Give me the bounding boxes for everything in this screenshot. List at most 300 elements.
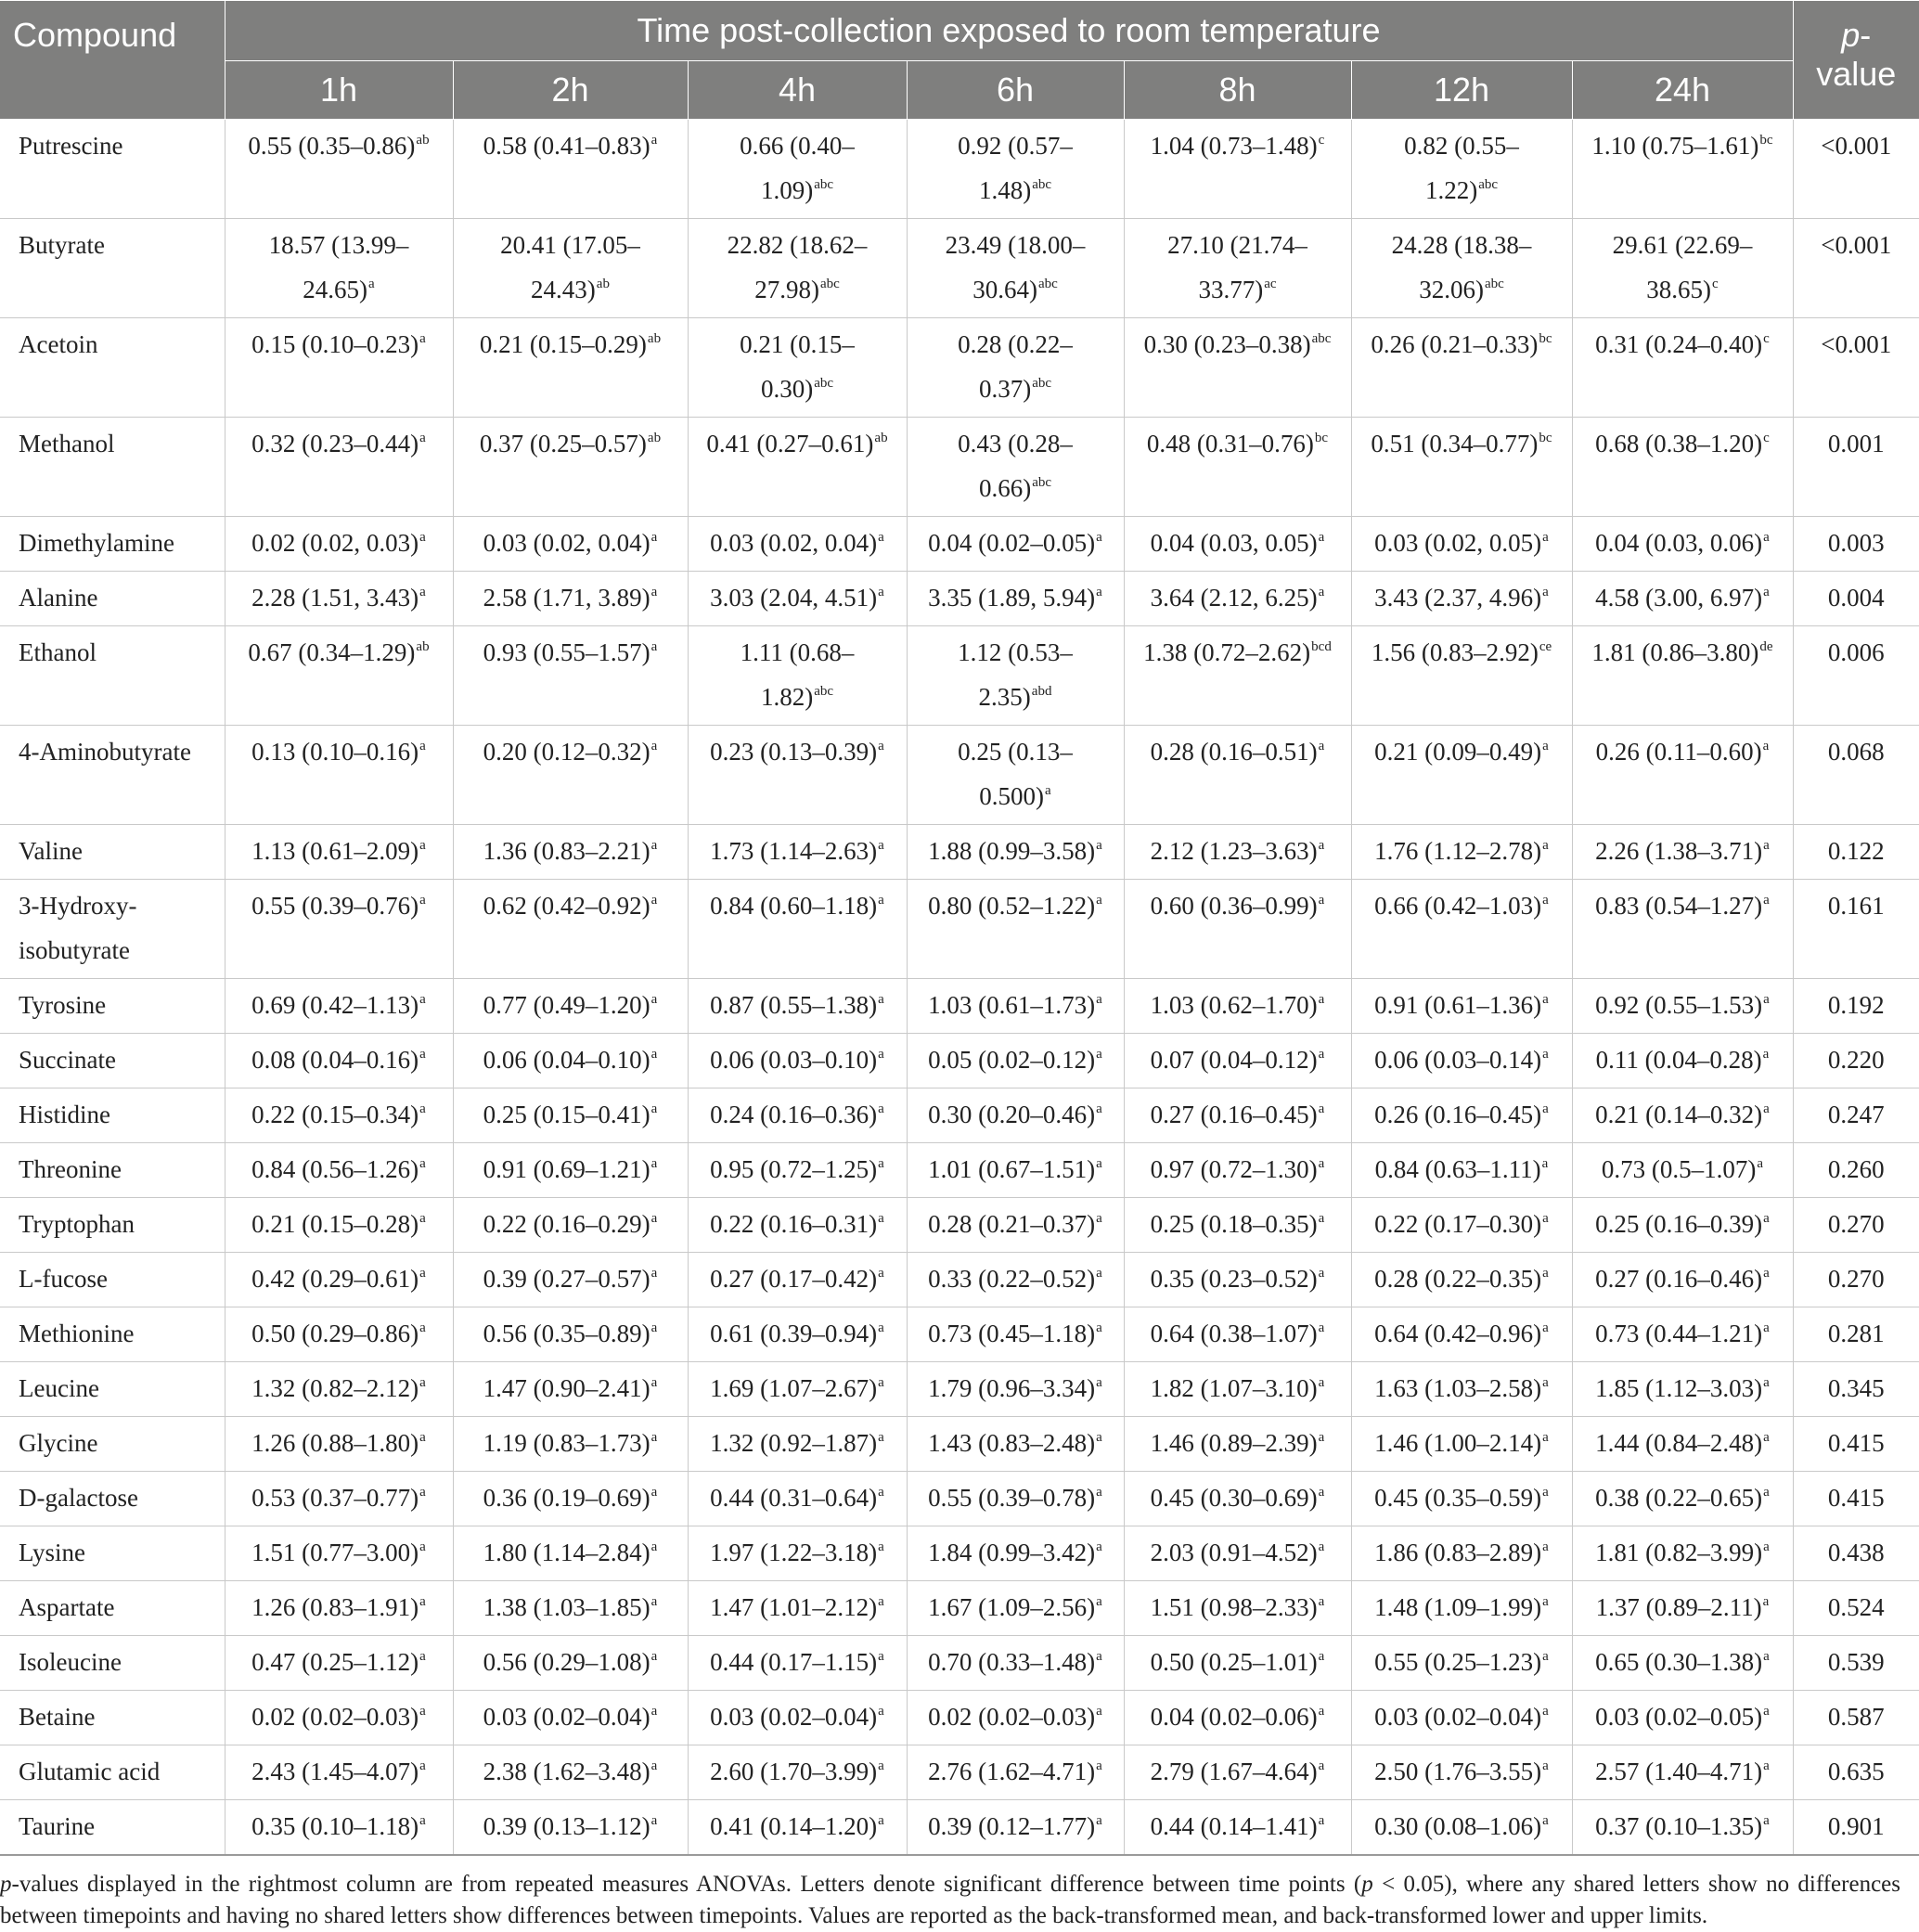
footnote-italic-p: p [0, 1872, 12, 1897]
value-text: 1.32 (0.82–2.12) [251, 1374, 419, 1402]
footnote-text-2: < 0.05), where any shared letters show no differences between timepoints and having no shared letters show differences between timepoints. Values are reported as the back-transformed mean, and back-transformed lower and upper limits. [0, 1872, 1900, 1928]
significance-letters: a [1096, 1430, 1102, 1445]
significance-letters: a [650, 585, 658, 599]
significance-letters: a [878, 1047, 884, 1062]
value-cell [688, 1253, 907, 1307]
significance-letters: a [650, 133, 658, 148]
value-cell [1572, 572, 1793, 626]
value-text: 0.25 (0.18–0.35) [1150, 1210, 1318, 1238]
time-header-1h: 1h [225, 61, 453, 120]
value-cell [453, 418, 688, 517]
value-text: 0.73 (0.5–1.07) [1601, 1155, 1757, 1183]
value-text: 0.64 (0.38–1.07) [1150, 1320, 1318, 1347]
value-text: 0.27 (0.16–0.45) [1150, 1101, 1318, 1128]
p-value-cell: 0.587 [1793, 1691, 1919, 1745]
value-text: 3.03 (2.04, 4.51) [710, 584, 878, 612]
value-text: 2.79 (1.67–4.64) [1150, 1758, 1318, 1785]
value-text: 1.76 (1.12–2.78) [1374, 837, 1542, 865]
significance-letters: abc [1037, 277, 1058, 291]
value-cell [907, 979, 1124, 1034]
compound-name: Methionine [0, 1307, 225, 1362]
table-row [0, 1198, 1919, 1253]
significance-letters: a [1542, 1266, 1549, 1281]
value-text: 0.04 (0.02–0.05) [928, 529, 1096, 557]
value-text: 1.37 (0.89–2.11) [1595, 1593, 1762, 1621]
significance-letters: a [878, 1758, 884, 1773]
value-text: 0.06 (0.04–0.10) [483, 1046, 650, 1074]
significance-letters: a [878, 1320, 884, 1335]
value-cell [1572, 1253, 1793, 1307]
value-cell [907, 1253, 1124, 1307]
significance-letters: a [1763, 1375, 1770, 1390]
significance-letters: a [419, 1539, 426, 1554]
value-text: 22.82 (18.62–27.98) [727, 231, 868, 303]
significance-letters: a [1096, 1047, 1102, 1062]
value-text: 0.23 (0.13–0.39) [710, 738, 878, 766]
value-text: 0.60 (0.36–0.99) [1150, 892, 1318, 920]
significance-letters: a [1096, 1594, 1102, 1609]
value-cell [1124, 1088, 1351, 1143]
significance-letters: a [1096, 1320, 1102, 1335]
significance-letters: a [419, 1813, 426, 1828]
value-text: 0.84 (0.56–1.26) [251, 1155, 419, 1183]
value-text: 0.83 (0.54–1.27) [1595, 892, 1763, 920]
significance-letters: abc [1484, 277, 1504, 291]
value-text: 0.28 (0.21–0.37) [928, 1210, 1096, 1238]
significance-letters: abc [814, 376, 834, 391]
p-value-header-italic: p [1841, 16, 1861, 54]
table-header [0, 1, 1919, 120]
significance-letters: a [419, 739, 426, 753]
value-text: 1.97 (1.22–3.18) [710, 1539, 878, 1566]
value-cell [1124, 1034, 1351, 1088]
value-text: 2.26 (1.38–3.71) [1595, 837, 1763, 865]
value-text: 0.21 (0.15–0.29) [479, 330, 647, 358]
value-text: 0.62 (0.42–0.92) [483, 892, 650, 920]
value-text: 1.79 (0.96–3.34) [928, 1374, 1096, 1402]
table-row [0, 1581, 1919, 1636]
significance-letters: a [1541, 1156, 1549, 1171]
value-text: 0.51 (0.34–0.77) [1371, 430, 1539, 457]
value-cell [1572, 880, 1793, 979]
value-text: 0.43 (0.28–0.66) [958, 430, 1073, 502]
value-cell [225, 1362, 453, 1417]
value-text: 0.65 (0.30–1.38) [1595, 1648, 1763, 1676]
value-cell [453, 626, 688, 726]
value-cell [907, 418, 1124, 517]
significance-letters: a [1763, 1649, 1770, 1664]
value-text: 0.73 (0.44–1.21) [1595, 1320, 1763, 1347]
significance-letters: a [419, 1266, 426, 1281]
significance-letters: a [1763, 1704, 1770, 1719]
significance-letters: a [419, 331, 426, 346]
compound-name: Acetoin [0, 318, 225, 418]
value-text: 0.39 (0.12–1.77) [928, 1812, 1096, 1840]
value-text: 1.32 (0.92–1.87) [710, 1429, 878, 1457]
significance-letters: a [1318, 1485, 1325, 1500]
significance-letters: a [1096, 1266, 1102, 1281]
time-group-header: Time post-collection exposed to room temperature [225, 1, 1793, 61]
significance-letters: a [1096, 1704, 1102, 1719]
value-cell [688, 318, 907, 418]
significance-letters: a [1762, 1047, 1770, 1062]
significance-letters: a [419, 1649, 426, 1664]
value-cell [453, 726, 688, 825]
significance-letters: a [1318, 1430, 1325, 1445]
significance-letters: a [878, 1211, 884, 1226]
value-text: 0.05 (0.02–0.12) [928, 1046, 1096, 1074]
significance-letters: abc [814, 684, 834, 699]
value-cell [1351, 219, 1572, 318]
table-row [0, 1526, 1919, 1581]
value-cell [225, 1307, 453, 1362]
significance-letters: a [878, 1156, 884, 1171]
significance-letters: a [1542, 1430, 1549, 1445]
significance-letters: abc [1311, 331, 1332, 346]
significance-letters: a [1096, 1375, 1102, 1390]
value-text: 0.21 (0.15–0.28) [251, 1210, 419, 1238]
value-text: 0.22 (0.17–0.30) [1374, 1210, 1542, 1238]
significance-letters: a [650, 1375, 658, 1390]
value-text: 1.12 (0.53–2.35) [958, 638, 1073, 711]
significance-letters: a [419, 1758, 426, 1773]
significance-letters: a [1542, 1539, 1549, 1554]
value-text: 3.64 (2.12, 6.25) [1150, 584, 1318, 612]
significance-letters: c [1712, 277, 1719, 291]
time-header-8h: 8h [1124, 61, 1351, 120]
value-cell [1124, 517, 1351, 572]
value-text: 0.35 (0.10–1.18) [251, 1812, 419, 1840]
value-cell [225, 1198, 453, 1253]
value-cell [225, 418, 453, 517]
value-cell [1572, 517, 1793, 572]
p-value-cell: 0.524 [1793, 1581, 1919, 1636]
table-body [0, 120, 1919, 1856]
value-cell [688, 1143, 907, 1198]
value-cell [1351, 825, 1572, 880]
value-cell [907, 1198, 1124, 1253]
value-text: 1.85 (1.12–3.03) [1595, 1374, 1763, 1402]
significance-letters: a [419, 1047, 426, 1062]
compound-name: Threonine [0, 1143, 225, 1198]
significance-letters: a [1096, 1813, 1102, 1828]
value-cell [1572, 825, 1793, 880]
significance-letters: a [419, 1704, 426, 1719]
value-cell [907, 1636, 1124, 1691]
significance-letters: a [878, 1430, 884, 1445]
value-text: 0.21 (0.15–0.30) [740, 330, 855, 403]
value-text: 0.28 (0.22–0.35) [1374, 1265, 1542, 1293]
p-value-cell: 0.122 [1793, 825, 1919, 880]
value-text: 0.27 (0.17–0.42) [710, 1265, 878, 1293]
value-text: 2.03 (0.91–4.52) [1150, 1539, 1318, 1566]
value-cell [225, 626, 453, 726]
value-text: 0.03 (0.02–0.04) [483, 1703, 650, 1731]
value-cell [907, 726, 1124, 825]
significance-letters: a [1096, 1539, 1102, 1554]
value-text: 0.15 (0.10–0.23) [251, 330, 419, 358]
value-text: 2.28 (1.51, 3.43) [251, 584, 419, 612]
value-cell [907, 219, 1124, 318]
value-text: 1.81 (0.82–3.99) [1595, 1539, 1763, 1566]
significance-letters: a [1318, 893, 1325, 908]
p-value-cell: 0.345 [1793, 1362, 1919, 1417]
value-cell [1572, 1417, 1793, 1472]
p-value-cell: 0.539 [1793, 1636, 1919, 1691]
value-text: 29.61 (22.69–38.65) [1612, 231, 1753, 303]
p-value-column-header [1793, 1, 1919, 120]
value-cell [1351, 979, 1572, 1034]
significance-letters: a [1318, 1320, 1325, 1335]
value-text: 0.55 (0.39–0.78) [928, 1484, 1096, 1512]
value-text: 1.69 (1.07–2.67) [710, 1374, 878, 1402]
value-cell [1572, 1198, 1793, 1253]
significance-letters: a [1542, 1375, 1549, 1390]
value-cell [225, 880, 453, 979]
value-text: 0.80 (0.52–1.22) [928, 892, 1096, 920]
value-cell [225, 1143, 453, 1198]
value-cell [225, 1417, 453, 1472]
value-cell [1351, 1143, 1572, 1198]
value-text: 0.58 (0.41–0.83) [483, 132, 650, 160]
value-text: 0.36 (0.19–0.69) [483, 1484, 650, 1512]
value-text: 1.01 (0.67–1.51) [928, 1155, 1096, 1183]
value-text: 0.93 (0.55–1.57) [483, 638, 650, 666]
value-text: 0.30 (0.20–0.46) [928, 1101, 1096, 1128]
table-row [0, 120, 1919, 219]
table-row [0, 626, 1919, 726]
significance-letters: a [419, 530, 426, 545]
value-cell [1124, 219, 1351, 318]
value-cell [1124, 825, 1351, 880]
value-text: 0.07 (0.04–0.12) [1150, 1046, 1318, 1074]
table-row [0, 517, 1919, 572]
significance-letters: a [878, 992, 884, 1007]
value-text: 0.55 (0.35–0.86) [248, 132, 416, 160]
value-cell [1572, 418, 1793, 517]
value-text: 0.77 (0.49–1.20) [483, 991, 650, 1019]
value-text: 0.45 (0.35–0.59) [1374, 1484, 1542, 1512]
significance-letters: a [878, 1539, 884, 1554]
p-value-cell: 0.161 [1793, 880, 1919, 979]
significance-letters: a [419, 1375, 426, 1390]
value-cell [1124, 318, 1351, 418]
value-text: 0.61 (0.39–0.94) [710, 1320, 878, 1347]
significance-letters: ab [596, 277, 610, 291]
significance-letters: a [1542, 1813, 1549, 1828]
value-text: 0.87 (0.55–1.38) [710, 991, 878, 1019]
value-text: 1.82 (1.07–3.10) [1150, 1374, 1318, 1402]
value-cell [1124, 418, 1351, 517]
value-cell [1572, 1143, 1793, 1198]
value-cell [1351, 1691, 1572, 1745]
significance-letters: a [1318, 1594, 1325, 1609]
significance-letters: a [878, 1594, 884, 1609]
value-cell [1124, 1307, 1351, 1362]
value-cell [453, 1362, 688, 1417]
value-text: 0.25 (0.13–0.500) [958, 738, 1073, 810]
p-value-cell: 0.247 [1793, 1088, 1919, 1143]
value-text: 1.67 (1.09–2.56) [928, 1593, 1096, 1621]
significance-letters: a [650, 1211, 658, 1226]
value-cell [453, 1034, 688, 1088]
significance-letters: a [1045, 783, 1051, 798]
value-text: 0.91 (0.61–1.36) [1374, 991, 1542, 1019]
value-cell [453, 979, 688, 1034]
value-cell [1351, 1472, 1572, 1526]
value-cell [1572, 1307, 1793, 1362]
value-text: 0.03 (0.02, 0.04) [710, 529, 878, 557]
table-row [0, 880, 1919, 979]
p-value-cell: 0.270 [1793, 1253, 1919, 1307]
significance-letters: bc [1314, 431, 1329, 445]
compound-name: Glutamic acid [0, 1745, 225, 1800]
value-text: 0.84 (0.60–1.18) [710, 892, 878, 920]
p-value-cell: 0.220 [1793, 1034, 1919, 1088]
value-cell [453, 572, 688, 626]
value-text: 0.04 (0.03, 0.05) [1150, 529, 1318, 557]
value-cell [453, 1143, 688, 1198]
value-cell [1124, 1472, 1351, 1526]
value-cell [453, 1198, 688, 1253]
significance-letters: a [878, 1485, 884, 1500]
significance-letters: a [1763, 1211, 1770, 1226]
table-row [0, 1800, 1919, 1856]
value-text: 0.03 (0.02, 0.04) [483, 529, 650, 557]
value-text: 0.82 (0.55–1.22) [1404, 132, 1519, 204]
significance-letters: a [878, 739, 884, 753]
value-cell [453, 318, 688, 418]
p-value-cell: 0.004 [1793, 572, 1919, 626]
value-cell [225, 1800, 453, 1856]
value-cell [907, 517, 1124, 572]
value-cell [1124, 880, 1351, 979]
significance-letters: ab [647, 331, 662, 346]
significance-letters: a [1318, 1375, 1325, 1390]
p-value-cell: 0.003 [1793, 517, 1919, 572]
compound-name: Aspartate [0, 1581, 225, 1636]
value-cell [1572, 726, 1793, 825]
value-text: 0.45 (0.30–0.69) [1150, 1484, 1318, 1512]
value-cell [1124, 1581, 1351, 1636]
value-cell [688, 1581, 907, 1636]
significance-letters: a [650, 1649, 658, 1664]
value-cell [907, 1417, 1124, 1472]
significance-letters: a [1542, 1758, 1549, 1773]
value-cell [225, 120, 453, 219]
significance-letters: a [650, 1101, 658, 1116]
value-text: 3.43 (2.37, 4.96) [1374, 584, 1542, 612]
value-cell [688, 1745, 907, 1800]
value-cell [907, 120, 1124, 219]
compound-name: Taurine [0, 1800, 225, 1856]
value-cell [225, 517, 453, 572]
value-cell [1124, 979, 1351, 1034]
value-cell [453, 517, 688, 572]
value-cell [1351, 572, 1572, 626]
table-row [0, 1034, 1919, 1088]
value-cell [907, 1362, 1124, 1417]
significance-letters: ab [874, 431, 888, 445]
value-text: 1.10 (0.75–1.61) [1591, 132, 1759, 160]
time-header-24h: 24h [1572, 61, 1793, 120]
value-text: 1.84 (0.99–3.42) [928, 1539, 1096, 1566]
time-header-4h: 4h [688, 61, 907, 120]
significance-letters: a [1542, 1704, 1549, 1719]
value-text: 0.50 (0.29–0.86) [251, 1320, 419, 1347]
significance-letters: a [419, 1211, 426, 1226]
significance-letters: a [650, 893, 658, 908]
significance-letters: a [650, 1704, 658, 1719]
significance-letters: a [1542, 992, 1549, 1007]
value-text: 1.56 (0.83–2.92) [1371, 638, 1539, 666]
p-value-header-rest: -value [1816, 16, 1897, 93]
value-text: 0.06 (0.03–0.10) [710, 1046, 878, 1074]
significance-letters: a [1096, 1649, 1102, 1664]
significance-letters: a [650, 1485, 658, 1500]
table-row [0, 219, 1919, 318]
value-text: 1.80 (1.14–2.84) [483, 1539, 650, 1566]
value-text: 0.33 (0.22–0.52) [928, 1265, 1096, 1293]
significance-letters: a [419, 838, 426, 853]
value-cell [1351, 1307, 1572, 1362]
p-value-cell: 0.281 [1793, 1307, 1919, 1362]
significance-letters: a [1318, 1758, 1325, 1773]
value-text: 1.86 (0.83–2.89) [1374, 1539, 1542, 1566]
value-cell [907, 1307, 1124, 1362]
value-text: 0.21 (0.14–0.32) [1595, 1101, 1763, 1128]
value-text: 0.13 (0.10–0.16) [251, 738, 419, 766]
value-text: 0.95 (0.72–1.25) [710, 1155, 878, 1183]
value-cell [453, 1253, 688, 1307]
significance-letters: a [1318, 1156, 1325, 1171]
significance-letters: a [1763, 1266, 1770, 1281]
value-cell [1124, 1417, 1351, 1472]
p-value-cell: 0.001 [1793, 418, 1919, 517]
value-text: 0.26 (0.16–0.45) [1374, 1101, 1542, 1128]
p-value-cell: <0.001 [1793, 318, 1919, 418]
value-cell [907, 1800, 1124, 1856]
value-cell [1572, 1034, 1793, 1088]
significance-letters: a [650, 1813, 658, 1828]
significance-letters: a [1096, 530, 1102, 545]
value-text: 0.11 (0.04–0.28) [1595, 1046, 1762, 1074]
significance-letters: a [368, 277, 375, 291]
value-cell [1572, 318, 1793, 418]
compound-name: D-galactose [0, 1472, 225, 1526]
significance-letters: a [878, 585, 884, 599]
footnote-italic-p-2: p [1361, 1872, 1373, 1897]
value-text: 1.36 (0.83–2.21) [483, 837, 650, 865]
value-cell [453, 1417, 688, 1472]
significance-letters: a [1318, 1813, 1325, 1828]
value-cell [225, 1636, 453, 1691]
significance-letters: a [1318, 1211, 1325, 1226]
value-text: 0.03 (0.02, 0.05) [1374, 529, 1542, 557]
value-text: 0.27 (0.16–0.46) [1595, 1265, 1763, 1293]
value-text: 1.19 (0.83–1.73) [483, 1429, 650, 1457]
value-text: 0.02 (0.02–0.03) [251, 1703, 419, 1731]
value-text: 1.47 (1.01–2.12) [710, 1593, 878, 1621]
value-cell [1351, 1636, 1572, 1691]
value-text: 0.38 (0.22–0.65) [1595, 1484, 1763, 1512]
value-cell [1124, 572, 1351, 626]
value-text: 0.97 (0.72–1.30) [1150, 1155, 1318, 1183]
value-text: 0.08 (0.04–0.16) [251, 1046, 419, 1074]
value-text: 27.10 (21.74–33.77) [1167, 231, 1307, 303]
value-text: 1.51 (0.77–3.00) [251, 1539, 419, 1566]
value-text: 0.03 (0.02–0.04) [1374, 1703, 1542, 1731]
